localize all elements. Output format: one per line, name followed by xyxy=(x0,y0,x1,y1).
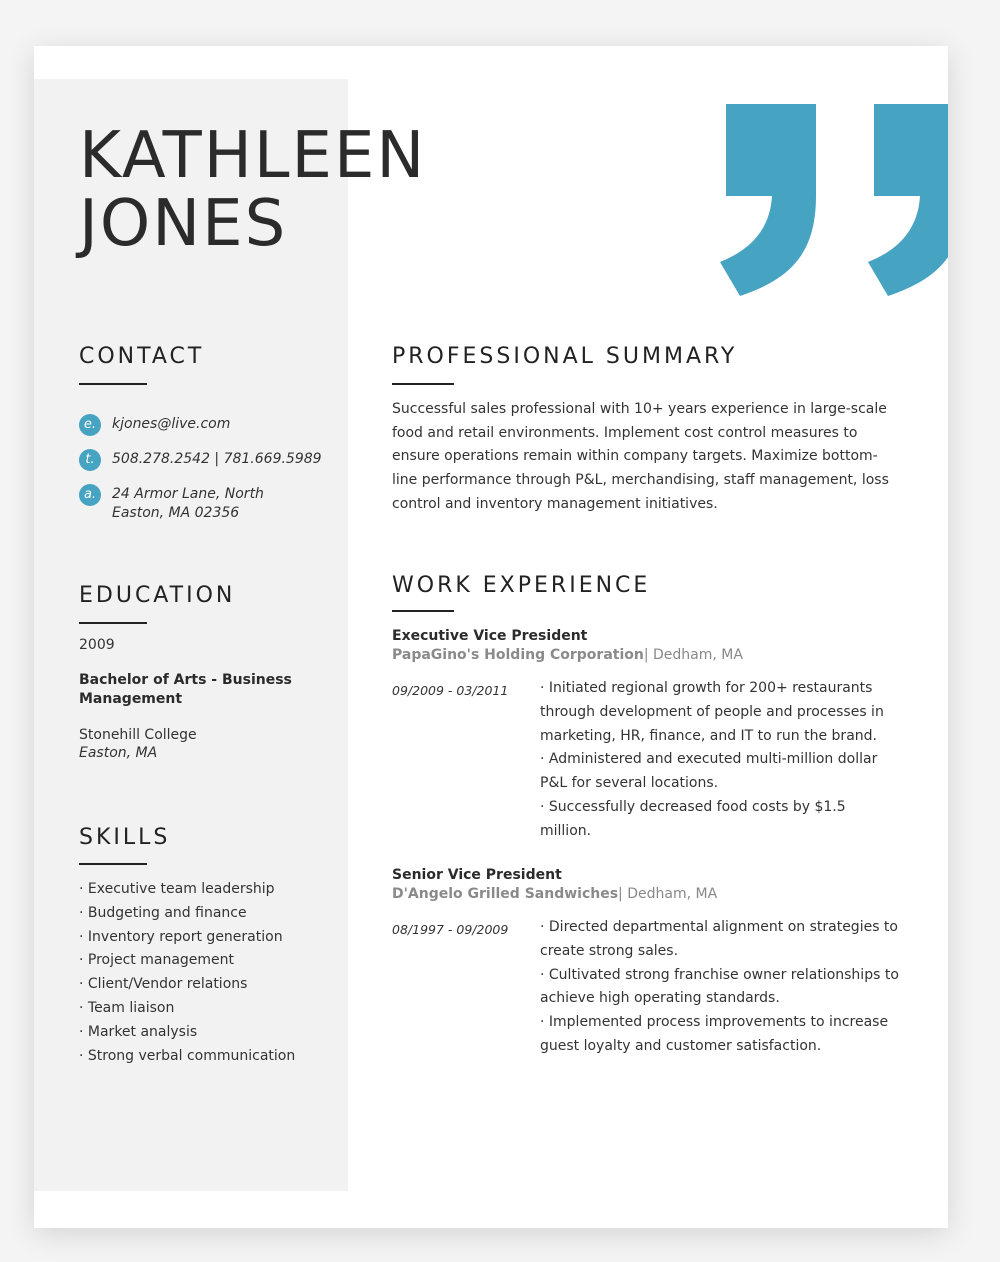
job-bullet: · Directed departmental alignment on strategies to create strong sales. xyxy=(540,919,898,959)
skills-heading: SKILLS xyxy=(79,825,171,850)
resume-page xyxy=(34,46,948,1228)
job-title: Senior Vice President xyxy=(392,867,562,883)
first-name: KATHLEEN xyxy=(79,119,427,193)
skill-item: · Inventory report generation xyxy=(79,928,283,945)
education-divider xyxy=(79,622,147,624)
address-icon: a. xyxy=(79,484,101,506)
skill-item: · Project management xyxy=(79,952,235,969)
address-text xyxy=(112,485,264,523)
company-location: | Dedham, MA xyxy=(643,647,743,663)
education-year: 2009 xyxy=(79,637,115,653)
skill-item: · Client/Vendor relations xyxy=(79,976,248,993)
summary-text: Successful sales professional with 10+ years experience in large-scale food and retail environments. Implement cost control measures to ensure operations remain within company targets. Maximize bottom-line performance through P&L, merchandising, staff management, loss control and inventory management initiatives. xyxy=(392,401,889,512)
education-heading: EDUCATION xyxy=(79,583,236,608)
job-bullet: · Initiated regional growth for 200+ restaurants through development of people and processes in marketing, HR, finance, and IT to run the brand. xyxy=(540,680,884,744)
experience-heading: WORK EXPERIENCE xyxy=(392,573,651,598)
contact-heading: CONTACT xyxy=(79,344,205,369)
job-bullets xyxy=(540,916,900,1059)
phone-icon: t. xyxy=(79,449,101,471)
education-location: Easton, MA xyxy=(79,745,158,761)
skill-item: · Executive team leadership xyxy=(79,881,275,897)
job-dates: 08/1997 - 09/2009 xyxy=(392,922,509,937)
job-company xyxy=(392,647,743,663)
job-bullet: · Implemented process improvements to increase guest loyalty and customer satisfaction. xyxy=(540,1014,889,1054)
skill-item: · Market analysis xyxy=(79,1023,198,1040)
job-dates: 09/2009 - 03/2011 xyxy=(392,683,509,698)
job-company xyxy=(392,886,717,902)
contact-phone xyxy=(79,450,322,471)
company-name: D'Angelo Grilled Sandwiches xyxy=(392,886,619,902)
job-bullet: · Cultivated strong franchise owner relationships to achieve high operating standards. xyxy=(540,966,899,1007)
contact-address xyxy=(79,485,264,523)
address-line-2: Easton, MA 02356 xyxy=(112,505,240,521)
experience-divider xyxy=(392,610,454,612)
skills-list xyxy=(79,878,295,1068)
skill-item: · Team liaison xyxy=(79,999,175,1016)
email-text: kjones@live.com xyxy=(112,416,231,432)
degree-line-1: Bachelor of Arts - Business xyxy=(79,672,292,688)
candidate-name xyxy=(79,119,427,261)
job-bullet: · Successfully decreased food costs by $1.5 million. xyxy=(540,798,846,839)
company-location: | Dedham, MA xyxy=(618,886,718,902)
address-line-1: 24 Armor Lane, North xyxy=(112,486,264,502)
degree-line-2: Management xyxy=(79,691,183,707)
contact-email xyxy=(79,415,230,436)
skills-divider xyxy=(79,863,147,865)
email-icon: e. xyxy=(79,414,101,436)
quote-mark-icon xyxy=(712,104,948,304)
job-bullet: · Administered and executed multi-million dollar P&L for several locations. xyxy=(540,751,878,792)
summary-divider xyxy=(392,383,454,385)
contact-divider xyxy=(79,383,147,385)
job-title: Executive Vice President xyxy=(392,628,588,644)
last-name: JONES xyxy=(79,187,288,261)
summary-heading: PROFESSIONAL SUMMARY xyxy=(392,344,738,369)
job-bullets xyxy=(540,677,900,844)
company-name: PapaGino's Holding Corporation xyxy=(392,647,644,663)
skill-item: · Strong verbal communication xyxy=(79,1047,296,1064)
phone-text: 508.278.2542 | 781.669.5989 xyxy=(112,451,322,467)
education-school: Stonehill College xyxy=(79,727,197,743)
skill-item: · Budgeting and finance xyxy=(79,904,247,921)
education-degree xyxy=(79,671,292,709)
